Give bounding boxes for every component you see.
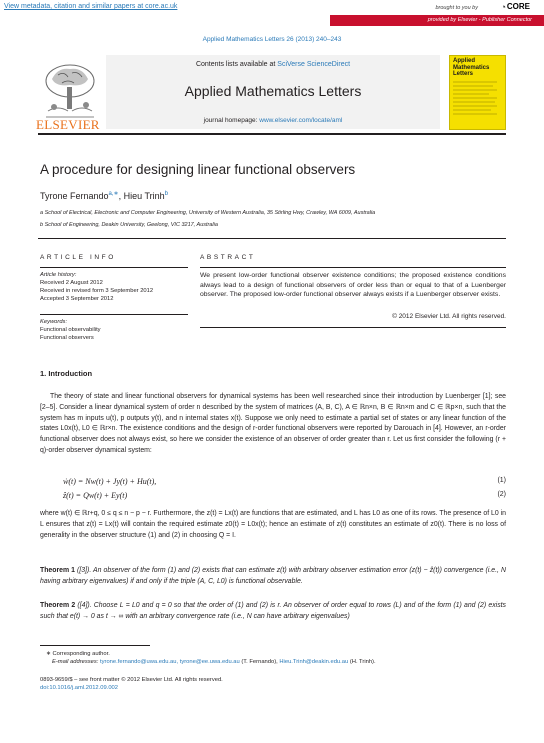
brought-to-you-label: brought to you by <box>435 5 478 11</box>
equation-number: (1) <box>497 477 506 484</box>
core-logo[interactable]: CORE <box>506 2 530 11</box>
accepted-date: Accepted 3 September 2012 <box>40 296 114 302</box>
keywords <box>40 318 101 342</box>
author-name[interactable]: Hieu Trinh <box>123 191 165 201</box>
email-addresses: E-mail addresses: tyrone.fernando@uwa.edu.au, tyrone@ee.uwa.edu.au (T. Fernando), Hieu.Trinh@deakin.edu.au (H. Trinh). <box>52 659 376 665</box>
received-date: Received 2 August 2012 <box>40 280 103 286</box>
core-metadata-link[interactable]: View metadata, citation and similar papers at core.ac.uk <box>4 3 178 10</box>
header-rule <box>38 238 506 239</box>
revised-date: Received in revised form 3 September 2012 <box>40 288 154 294</box>
provided-by-label[interactable]: provided by Elsevier - Publisher Connector <box>427 17 532 23</box>
author-list: Tyrone Fernando$^{a,∗}$, Hieu Trinh$^b$ <box>40 191 168 201</box>
email-link[interactable]: tyrone.fernando@uwa.edu.au, tyrone@ee.uwa.edu.au <box>100 659 240 665</box>
author-affiliation-marker[interactable]: b <box>164 191 168 197</box>
abstract-text: We present low-order functional observer existence conditions; the proposed existence conditions always lead to a design of functional observers of order less than or equal to that of a Luenberger observer. The proposed low-order functional observer always exists if a Luenberger observer exists. <box>200 272 506 299</box>
issn-line: 0893-9659/$ – see front matter © 2012 Elsevier Ltd. All rights reserved. <box>40 677 223 683</box>
keywords-label: Keywords: <box>40 319 68 325</box>
sciencedirect-link[interactable]: SciVerse ScienceDirect <box>277 61 351 68</box>
article-info-heading: ARTICLE INFO <box>40 254 116 261</box>
core-logo-icon: ◔ <box>500 2 506 12</box>
theorem <box>40 601 506 623</box>
author-affiliation-marker[interactable]: a,∗ <box>108 191 119 197</box>
abstract-bottom-rule <box>200 327 506 328</box>
section-heading: 1. Introduction <box>40 369 93 378</box>
cover-title: Applied Mathematics Letters <box>453 58 490 77</box>
abstract-copyright: © 2012 Elsevier Ltd. All rights reserved. <box>392 313 506 320</box>
abstract-rule <box>200 267 506 268</box>
theorem-body: ([3]). An observer of the form (1) and (2) exists that can estimate z(t) with arbitrary observer estimation error (z(t) − ẑ(t)) convergence (i.e., N having arbitrary eigenvalues) if and only if the triple (A, C, L0) is functional observable. <box>40 567 506 585</box>
article-title: A procedure for designing linear functional observers <box>40 162 356 177</box>
affiliation: a School of Electrical, Electronic and Computer Engineering, University of Western Australia, 35 Stirling Hwy, Crawley, WA 6009, Australia <box>40 210 376 216</box>
theorem-body: ([4]). Choose L = L0 and q = 0 so that the order of (1) and (2) is r. An observer of order equal to rows (L) and of the form (1) and (2) exists such that e(t) → 0 as t → ∞ with an arbitrary convergence rate (i.e., N can have arbitrary eigenvalues) <box>40 602 506 620</box>
equation: ẇ(t) = Nw(t) + Jy(t) + Hu(t), <box>63 477 157 486</box>
history-label: Article history: <box>40 272 77 278</box>
keyword: Functional observers <box>40 335 94 341</box>
body-paragraph: The theory of state and linear functional observers for dynamical systems has been well researched since their introduction by Luenberger [1]; see [2–5]. Consider a linear dynamical system of order n described by the system of matrices (A, B, C), A ∈ ℝn×n, B ∈ ℝn×m and C ∈ ℝp×n, such that the system has m inputs u(t), p outputs y(t), and n internal states x(t). Suppose we only need to estimate a partial set of states or any linear function of the states L0x(t), L0 ∈ ℝr×n. The existence conditions and the design of r-order functional observers were reported by Darouach in [4]. However, an r-order functional observer does not always exist, so here we consider the existence of an observer of order greater than r. Let us first consider the following (r + q)-order observer dynamical system: <box>40 393 506 454</box>
elsevier-wordmark: ELSEVIER <box>36 117 100 132</box>
keyword: Functional observability <box>40 327 101 333</box>
doi-link[interactable]: doi:10.1016/j.aml.2012.09.002 <box>40 685 118 691</box>
theorem-label: Theorem 2 <box>40 602 76 609</box>
body-paragraph: where w(t) ∈ ℝr+q, 0 ≤ q ≤ n − p − r. Furthermore, the z(t) = Lx(t) are functions that are estimated, and L has L0 as one of its rows. The presence of L0 in L ensures that z(t) = Lx(t) will contain the required estimate z0(t) = L0x(t); hence an estimate of z(t) constitutes an estimate of z0(t). There is no loss of generality in the observer structure (1) and (2) in choosing Q = I. <box>40 510 506 539</box>
abstract-heading: ABSTRACT <box>200 254 256 261</box>
equation-number: (2) <box>497 491 506 498</box>
contents-line: Contents lists available at SciVerse ScienceDirect <box>195 61 351 68</box>
cover-contents-decoration <box>453 80 499 120</box>
theorem-label: Theorem 1 <box>40 567 75 574</box>
author-name[interactable]: Tyrone Fernando <box>40 191 109 201</box>
email-link[interactable]: Hieu.Trinh@deakin.edu.au <box>279 659 349 665</box>
affiliation: b School of Engineering, Deakin University, Geelong, VIC 3217, Australia <box>40 222 218 228</box>
masthead-rule <box>38 133 506 135</box>
journal-reference[interactable]: Applied Mathematics Letters 26 (2013) 240–243 <box>202 36 342 43</box>
theorem <box>40 566 506 588</box>
journal-homepage-line: journal homepage: www.elsevier.com/locate/aml <box>203 117 343 124</box>
equation: ẑ(t) = Qw(t) + Ey(t) <box>63 491 128 500</box>
journal-homepage-link[interactable]: www.elsevier.com/locate/aml <box>259 117 343 124</box>
journal-title: Applied Mathematics Letters <box>184 83 362 99</box>
article-info-rule <box>40 267 188 268</box>
footnote-rule <box>40 645 150 646</box>
corresponding-author-note: ∗ Corresponding author. <box>46 651 110 657</box>
article-history <box>40 271 153 303</box>
article-info-divider <box>40 314 188 315</box>
